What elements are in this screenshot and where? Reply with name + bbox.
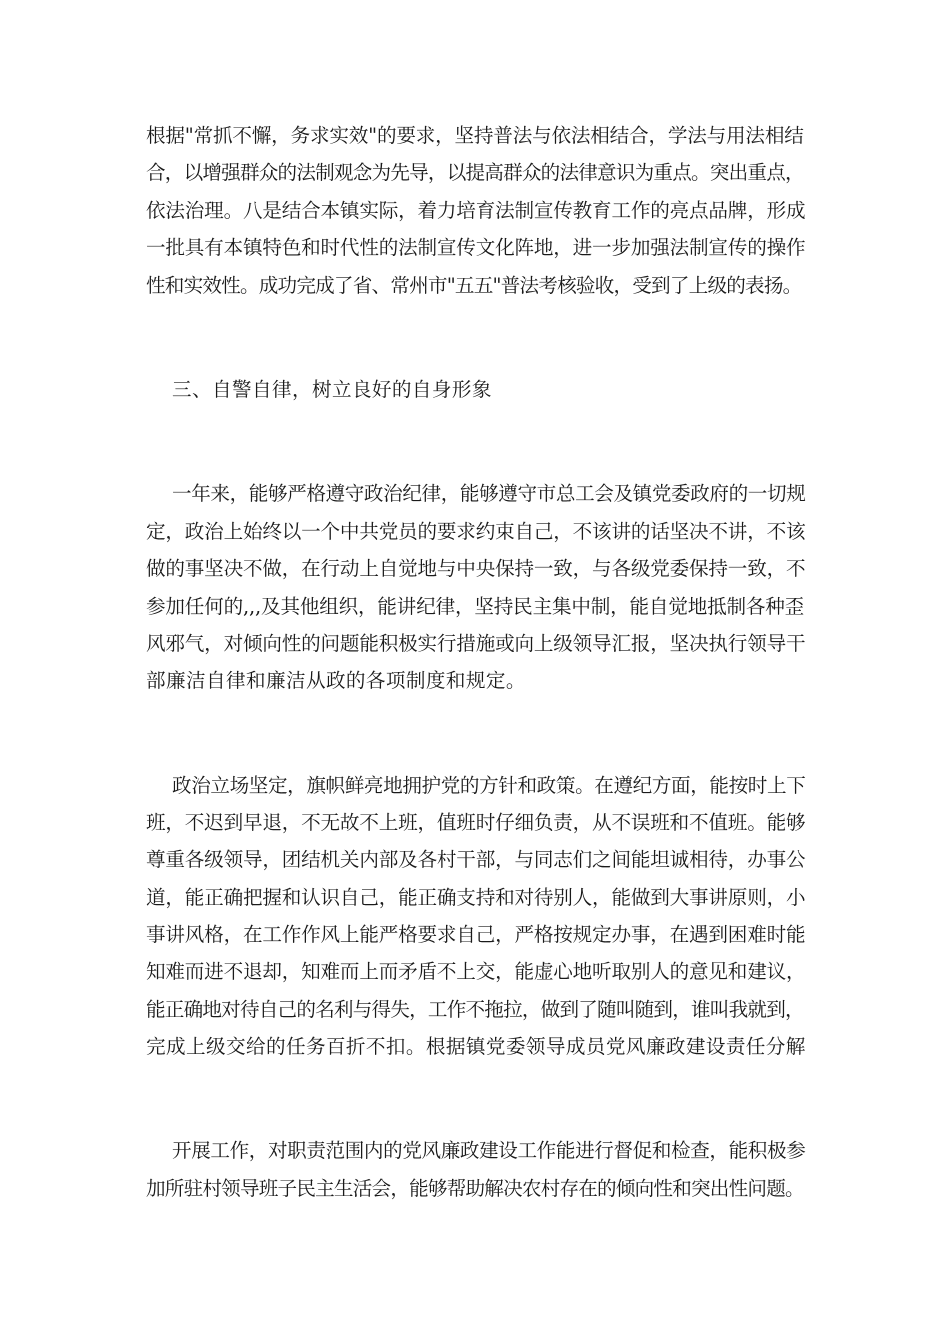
paragraph-line: 根据"常抓不懈，务求实效"的要求，坚持普法与依法相结合，学法与用法相结 — [146, 124, 804, 147]
paragraph-line: 做的事坚决不做，在行动上自觉地与中央保持一致，与各级党委保持一致，不 — [146, 557, 806, 580]
paragraph-line: 政治立场坚定，旗帜鲜亮地拥护党的方针和政策。在遵纪方面，能按时上下 — [172, 774, 806, 797]
paragraph-line: 参加任何的,,,及其他组织，能讲纪律，坚持民主集中制，能自觉地抵制各种歪 — [146, 595, 805, 618]
paragraph-line: 定，政治上始终以一个中共党员的要求约束自己，不该讲的话坚决不讲，不该 — [146, 520, 806, 543]
section-heading: 三、自警自律，树立良好的自身形象 — [172, 378, 492, 401]
paragraph-line: 加所驻村领导班子民主生活会，能够帮助解决农村存在的倾向性和突出性问题。 — [146, 1177, 804, 1200]
paragraph-line: 完成上级交给的任务百折不扣。根据镇党委领导成员党风廉政建设责任分解 — [146, 1035, 806, 1058]
paragraph-line: 尊重各级领导，团结机关内部及各村干部，与同志们之间能坦诚相待，办事公 — [146, 848, 806, 871]
paragraph-line: 部廉洁自律和廉洁从政的各项制度和规定。 — [146, 669, 526, 692]
paragraph-line: 道，能正确把握和认识自己，能正确支持和对待别人，能做到大事讲原则，小 — [146, 886, 806, 909]
paragraph-line: 班，不迟到早退，不无故不上班，值班时仔细负责，从不误班和不值班。能够 — [146, 811, 806, 834]
paragraph-line: 能正确地对待自己的名利与得失，工作不拖拉，做到了随叫随到，谁叫我就到， — [146, 998, 804, 1021]
paragraph-line: 一批具有本镇特色和时代性的法制宣传文化阵地，进一步加强法制宣传的操作 — [146, 236, 806, 259]
paragraph-line: 依法治理。八是结合本镇实际，着力培育法制宣传教育工作的亮点品牌，形成 — [146, 199, 806, 222]
paragraph-line: 合，以增强群众的法制观念为先导，以提高群众的法律意识为重点。突出重点， — [146, 161, 804, 184]
paragraph-line: 事讲风格，在工作作风上能严格要求自己，严格按规定办事，在遇到困难时能 — [146, 923, 806, 946]
paragraph-line: 开展工作，对职责范围内的党风廉政建设工作能进行督促和检查，能积极参 — [172, 1139, 806, 1162]
paragraph-line: 知难而进不退却，知难而上而矛盾不上交，能虚心地听取别人的意见和建议， — [146, 960, 806, 983]
paragraph-line: 风邪气，对倾向性的问题能积极实行措施或向上级领导汇报，坚决执行领导干 — [146, 632, 806, 655]
paragraph-line: 性和实效性。成功完成了省、常州市"五五"普法考核验收，受到了上级的表扬。 — [146, 274, 802, 297]
paragraph-line: 一年来，能够严格遵守政治纪律，能够遵守市总工会及镇党委政府的一切规 — [172, 482, 806, 505]
